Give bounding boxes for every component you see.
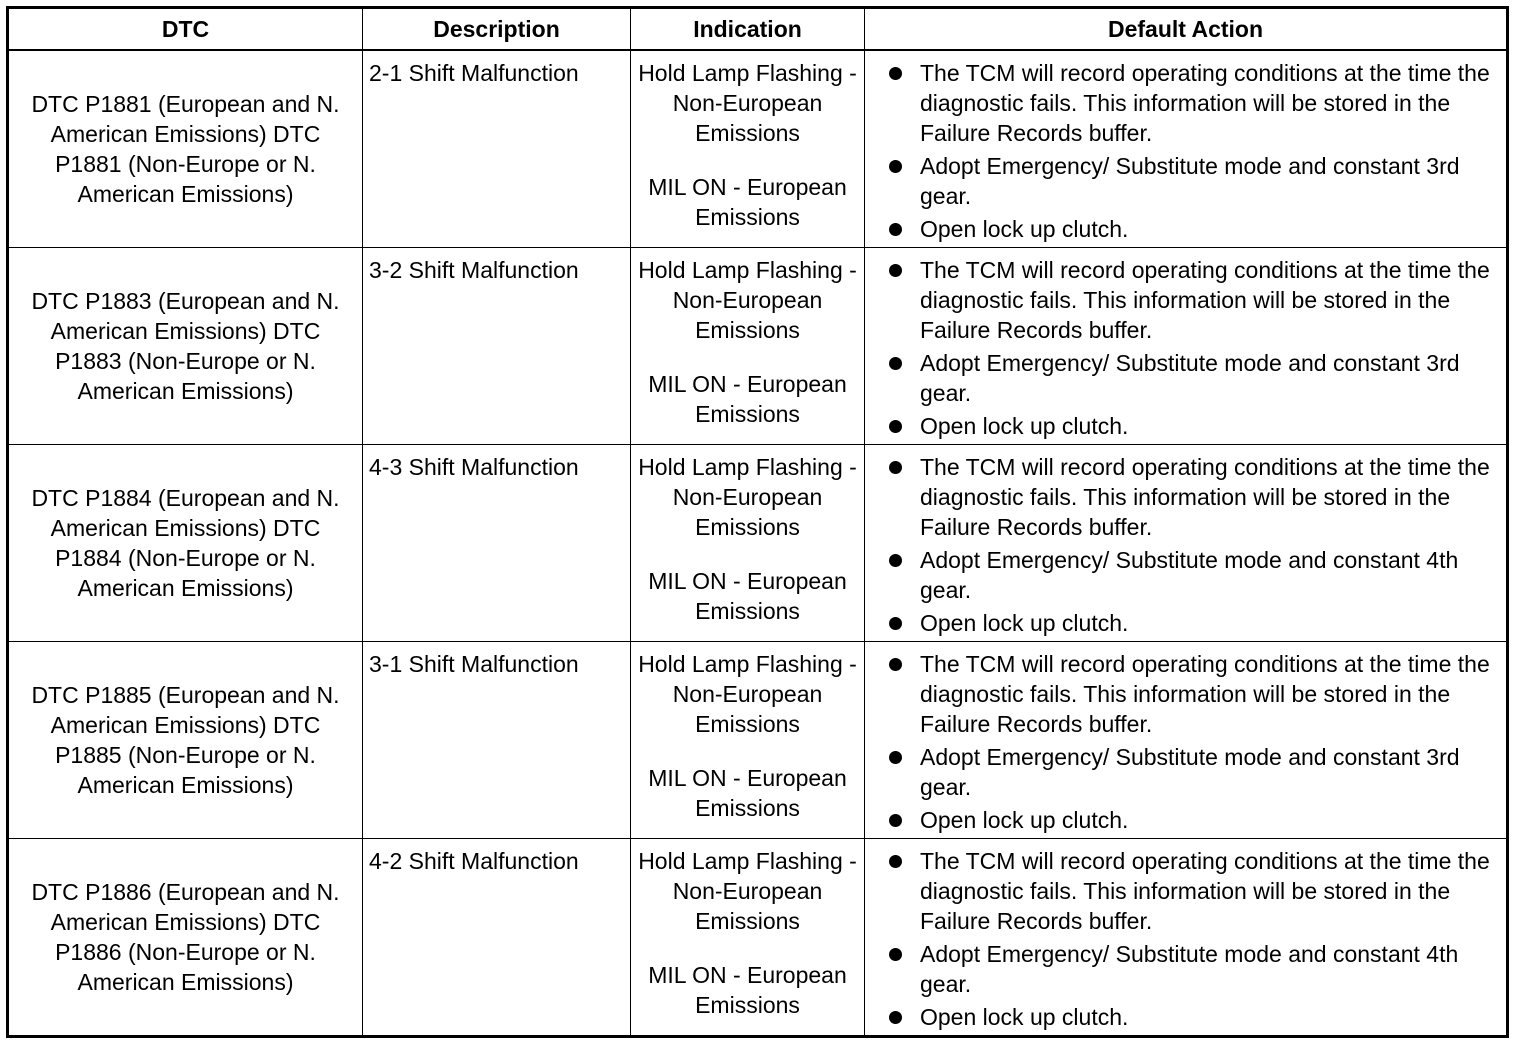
- header-dtc: DTC: [8, 8, 363, 51]
- indication-line: Hold Lamp Flashing - Non-European Emissions: [638, 454, 857, 540]
- dtc-cell: DTC P1886 (European and N. American Emissions) DTC P1886 (Non-Europe or N. American Emissions): [8, 839, 363, 1037]
- indication-line: Hold Lamp Flashing - Non-European Emissions: [638, 848, 857, 934]
- action-item: Open lock up clutch.: [889, 214, 1500, 244]
- action-item: The TCM will record operating conditions at the time the diagnostic fails. This information will be stored in the Failure Records buffer.: [889, 846, 1500, 936]
- action-item: Open lock up clutch.: [889, 805, 1500, 835]
- dtc-cell: DTC P1885 (European and N. American Emissions) DTC P1885 (Non-Europe or N. American Emissions): [8, 642, 363, 839]
- bullet-icon: [889, 1011, 902, 1024]
- indication-line: MIL ON - European Emissions: [648, 371, 847, 427]
- action-item: The TCM will record operating conditions at the time the diagnostic fails. This information will be stored in the Failure Records buffer.: [889, 255, 1500, 345]
- action-item: Open lock up clutch.: [889, 1002, 1500, 1032]
- action-item: The TCM will record operating conditions at the time the diagnostic fails. This information will be stored in the Failure Records buffer.: [889, 452, 1500, 542]
- indication-cell: [631, 839, 865, 1037]
- bullet-icon: [889, 160, 902, 173]
- bullet-icon: [889, 357, 902, 370]
- dtc-cell: DTC P1883 (European and N. American Emissions) DTC P1883 (Non-Europe or N. American Emissions): [8, 248, 363, 445]
- action-list: [889, 846, 1500, 1032]
- indication-line: MIL ON - European Emissions: [648, 962, 847, 1018]
- default-action-cell: [865, 248, 1508, 445]
- action-list: [889, 452, 1500, 638]
- dtc-cell: DTC P1884 (European and N. American Emissions) DTC P1884 (Non-Europe or N. American Emissions): [8, 445, 363, 642]
- description-cell: 3-2 Shift Malfunction: [363, 248, 631, 445]
- bullet-icon: [889, 751, 902, 764]
- action-list: [889, 649, 1500, 835]
- default-action-cell: [865, 445, 1508, 642]
- indication-line: MIL ON - European Emissions: [648, 568, 847, 624]
- header-description: Description: [363, 8, 631, 51]
- dtc-table: [6, 6, 1509, 1038]
- table-row: [8, 445, 1508, 642]
- header-indication: Indication: [631, 8, 865, 51]
- bullet-icon: [889, 461, 902, 474]
- action-item: Adopt Emergency/ Substitute mode and constant 3rd gear.: [889, 348, 1500, 408]
- bullet-icon: [889, 814, 902, 827]
- bullet-icon: [889, 617, 902, 630]
- action-item: Open lock up clutch.: [889, 608, 1500, 638]
- indication-cell: [631, 50, 865, 248]
- bullet-icon: [889, 67, 902, 80]
- indication-line: MIL ON - European Emissions: [648, 174, 847, 230]
- indication-line: Hold Lamp Flashing - Non-European Emissions: [638, 651, 857, 737]
- default-action-cell: [865, 642, 1508, 839]
- bullet-icon: [889, 948, 902, 961]
- header-row: [8, 8, 1508, 51]
- bullet-icon: [889, 223, 902, 236]
- indication-line: Hold Lamp Flashing - Non-European Emissions: [638, 257, 857, 343]
- description-cell: 4-3 Shift Malfunction: [363, 445, 631, 642]
- table-row: [8, 248, 1508, 445]
- indication-cell: [631, 642, 865, 839]
- description-cell: 2-1 Shift Malfunction: [363, 50, 631, 248]
- indication-line: MIL ON - European Emissions: [648, 765, 847, 821]
- bullet-icon: [889, 420, 902, 433]
- action-item: Adopt Emergency/ Substitute mode and constant 4th gear.: [889, 939, 1500, 999]
- table-row: [8, 642, 1508, 839]
- bullet-icon: [889, 554, 902, 567]
- indication-cell: [631, 248, 865, 445]
- description-cell: 4-2 Shift Malfunction: [363, 839, 631, 1037]
- description-cell: 3-1 Shift Malfunction: [363, 642, 631, 839]
- action-list: [889, 58, 1500, 244]
- action-item: Adopt Emergency/ Substitute mode and constant 4th gear.: [889, 545, 1500, 605]
- bullet-icon: [889, 264, 902, 277]
- table-row: [8, 839, 1508, 1037]
- indication-cell: [631, 445, 865, 642]
- default-action-cell: [865, 839, 1508, 1037]
- action-item: The TCM will record operating conditions at the time the diagnostic fails. This information will be stored in the Failure Records buffer.: [889, 649, 1500, 739]
- action-item: Adopt Emergency/ Substitute mode and constant 3rd gear.: [889, 742, 1500, 802]
- action-item: Open lock up clutch.: [889, 411, 1500, 441]
- indication-line: Hold Lamp Flashing - Non-European Emissions: [638, 60, 857, 146]
- default-action-cell: [865, 50, 1508, 248]
- bullet-icon: [889, 855, 902, 868]
- bullet-icon: [889, 658, 902, 671]
- action-item: Adopt Emergency/ Substitute mode and constant 3rd gear.: [889, 151, 1500, 211]
- action-list: [889, 255, 1500, 441]
- table-row: [8, 50, 1508, 248]
- header-default-action: Default Action: [865, 8, 1508, 51]
- dtc-cell: DTC P1881 (European and N. American Emissions) DTC P1881 (Non-Europe or N. American Emissions): [8, 50, 363, 248]
- action-item: The TCM will record operating conditions at the time the diagnostic fails. This information will be stored in the Failure Records buffer.: [889, 58, 1500, 148]
